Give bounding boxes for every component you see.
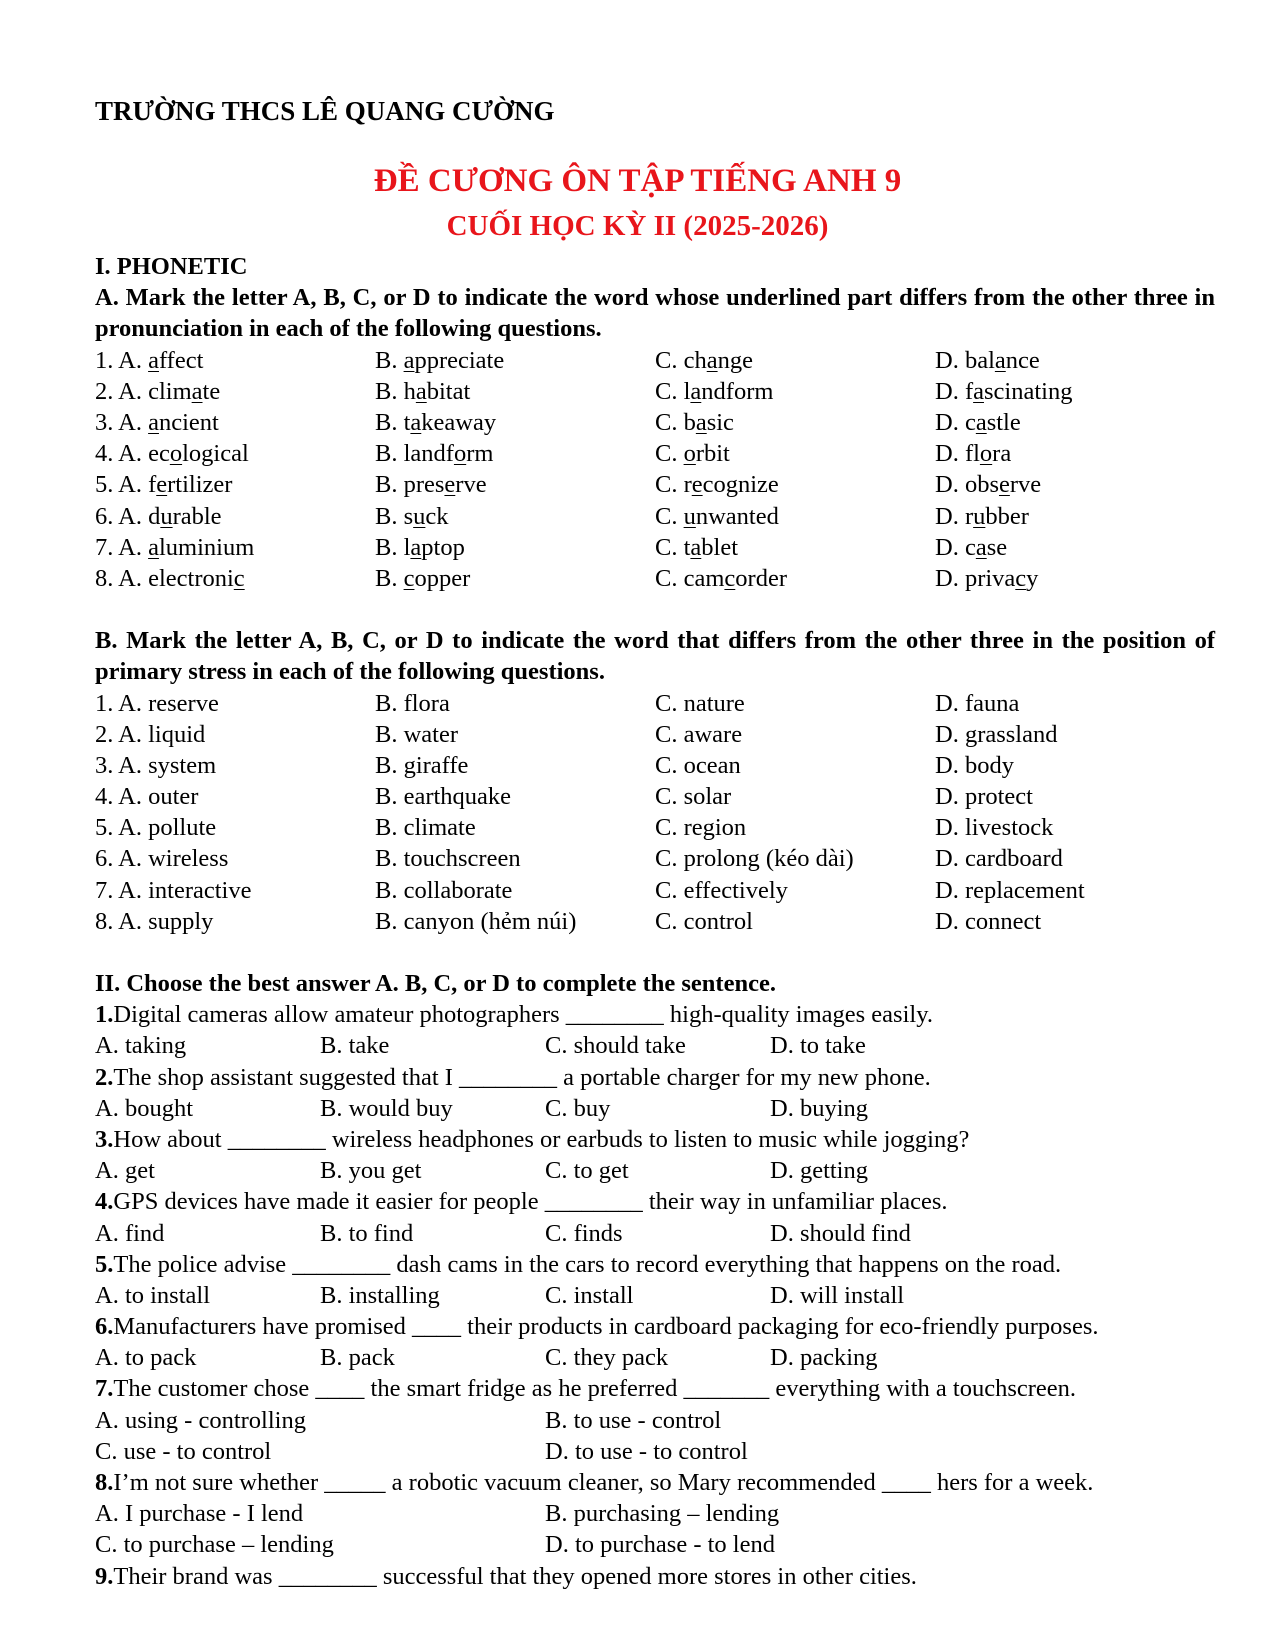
answer-option: B. to use - control [545,1406,722,1434]
answer-option: D. balance [935,346,1040,374]
answer-option: A. I purchase - I lend [95,1500,304,1528]
answer-option: D. fauna [935,689,1020,717]
answer-option: C. install [545,1281,634,1309]
answer-option: C. prolong (kéo dài) [655,845,854,873]
answer-option: D. fascinating [935,377,1073,405]
question-number: 7. [95,1375,114,1403]
answer-option: B. pack [320,1344,395,1372]
answer-option: D. will install [770,1281,905,1309]
question-row [95,906,1215,937]
document-title: ĐỀ CƯƠNG ÔN TẬP TIẾNG ANH 9 [373,163,902,199]
answer-option: B. landform [375,440,494,468]
question-stem [95,1311,1215,1342]
answer-option: B. laptop [375,533,465,561]
question-number: 8. [95,1469,114,1497]
question-stem [95,1062,1215,1093]
options-row [95,1218,1215,1249]
question-stem [95,1373,1215,1404]
question-row [95,875,1215,906]
question-stem [95,1561,1215,1592]
answer-option: C. control [655,907,753,935]
document-subtitle: CUỐI HỌC KỲ II (2025-2026) [446,210,829,242]
question-text: Manufacturers have promised ____ their products in cardboard packaging for eco-friendly purposes. [113,1313,1099,1341]
answer-option: B. canyon (hẻm núi) [375,907,577,935]
answer-option: B. appreciate [375,346,505,374]
answer-option: D. privacy [935,564,1039,592]
question-text: The shop assistant suggested that I ________ a portable charger for my new phone. [113,1063,931,1091]
school-name: TRƯỜNG THCS LÊ QUANG CƯỜNG [95,96,555,126]
question-number: 5. [95,1250,114,1278]
question-number: 9. [95,1562,114,1590]
answer-option: D. rubber [935,502,1029,530]
answer-option: C. recognize [655,471,779,499]
question-row [95,812,1215,843]
options-row [95,1529,1215,1560]
question-row [95,532,1215,563]
question-text: The customer chose ____ the smart fridge as he preferred _______ everything with a touchscreen. [113,1375,1077,1403]
answer-option: A. to pack [95,1344,197,1372]
answer-option: C. use - to control [95,1437,272,1465]
answer-option: C. basic [655,408,734,436]
answer-option: 1. A. reserve [95,689,219,717]
answer-option: 2. A. liquid [95,720,206,748]
answer-option: C. aware [655,720,743,748]
question-number: 6. [95,1313,114,1341]
answer-option: C. change [655,346,753,374]
answer-option: A. find [95,1219,165,1247]
answer-option: C. region [655,814,747,842]
answer-option: C. buy [545,1094,611,1122]
grammar-questions [95,999,1215,1592]
answer-option: B. collaborate [375,876,513,904]
answer-option: 3. A. system [95,751,217,779]
answer-option: A. taking [95,1032,187,1060]
answer-option: D. case [935,533,1008,561]
answer-option: 2. A. climate [95,377,221,405]
answer-option: C. to purchase – lending [95,1531,334,1559]
answer-option: D. flora [935,440,1012,468]
answer-option: B. to find [320,1219,414,1247]
options-row [95,1093,1215,1124]
answer-option: D. replacement [935,876,1085,904]
answer-option: B. touchscreen [375,845,521,873]
answer-option: 5. A. pollute [95,814,217,842]
section-heading-grammar: II. Choose the best answer A. B, C, or D to complete the sentence. [95,970,776,998]
part-b-questions [95,688,1215,938]
options-row [95,1155,1215,1186]
answer-option: A. to install [95,1281,211,1309]
answer-option: 1. A. affect [95,346,204,374]
options-row [95,1280,1215,1311]
answer-option: B. copper [375,564,471,592]
answer-option: B. you get [320,1157,422,1185]
answer-option: B. habitat [375,377,471,405]
answer-option: C. they pack [545,1344,669,1372]
question-number: 1. [95,1001,114,1029]
question-text: GPS devices have made it easier for people ________ their way in unfamiliar places. [113,1188,948,1216]
answer-option: B. would buy [320,1094,453,1122]
question-row [95,719,1215,750]
answer-option: D. to use - to control [545,1437,748,1465]
question-row [95,469,1215,500]
answer-option: C. nature [655,689,745,717]
answer-option: B. water [375,720,458,748]
answer-option: A. bought [95,1094,193,1122]
answer-option: C. camcorder [655,564,787,592]
answer-option: 6. A. wireless [95,845,229,873]
question-text: Their brand was ________ successful that they opened more stores in other cities. [113,1562,917,1590]
answer-option: D. cardboard [935,845,1063,873]
answer-option: D. to take [770,1032,866,1060]
question-row [95,688,1215,719]
answer-option: C. should take [545,1032,686,1060]
document-body [95,251,1215,1592]
question-row [95,843,1215,874]
answer-option: 6. A. durable [95,502,222,530]
answer-option: B. earthquake [375,783,512,811]
answer-option: 3. A. ancient [95,408,219,436]
answer-option: 8. A. electronic [95,564,245,592]
answer-option: 4. A. ecological [95,440,249,468]
answer-option: B. flora [375,689,450,717]
answer-option: C. unwanted [655,502,779,530]
question-stem [95,1124,1215,1155]
answer-option: C. landform [655,377,774,405]
question-text: The police advise ________ dash cams in the cars to record everything that happens on the road. [113,1250,1062,1278]
answer-option: B. suck [375,502,449,530]
answer-option: B. take [320,1032,390,1060]
question-row [95,781,1215,812]
question-number: 4. [95,1188,114,1216]
answer-option: D. getting [770,1157,868,1185]
question-text: I’m not sure whether _____ a robotic vacuum cleaner, so Mary recommended ____ hers for a week. [113,1469,1094,1497]
question-number: 3. [95,1125,114,1153]
answer-option: B. preserve [375,471,487,499]
question-number: 2. [95,1063,114,1091]
question-row [95,438,1215,469]
question-row [95,376,1215,407]
options-row [95,1436,1215,1467]
answer-option: C. orbit [655,440,730,468]
answer-option: C. tablet [655,533,739,561]
answer-option: D. body [935,751,1014,779]
answer-option: B. installing [320,1281,440,1309]
section-heading-phonetic: I. PHONETIC [95,253,248,280]
question-row [95,407,1215,438]
question-stem [95,999,1215,1030]
answer-option: A. using - controlling [95,1406,306,1434]
answer-option: 7. A. aluminium [95,533,255,561]
answer-option: D. castle [935,408,1021,436]
answer-option: D. to purchase - to lend [545,1531,775,1559]
options-row [95,1498,1215,1529]
options-row [95,1030,1215,1061]
answer-option: C. finds [545,1219,623,1247]
part-a-instruction: A. Mark the letter A, B, C, or D to indicate the word whose underlined part differs from the other three in pronunciation in each of the following questions. [95,284,1215,343]
answer-option: A. get [95,1157,155,1185]
answer-option: 5. A. fertilizer [95,471,233,499]
answer-option: D. protect [935,783,1033,811]
answer-option: B. giraffe [375,751,469,779]
answer-option: 8. A. supply [95,907,214,935]
answer-option: D. grassland [935,720,1058,748]
answer-option: 7. A. interactive [95,876,252,904]
answer-option: 4. A. outer [95,783,199,811]
answer-option: D. livestock [935,814,1054,842]
answer-option: C. ocean [655,751,741,779]
question-stem [95,1249,1215,1280]
question-row [95,750,1215,781]
answer-option: C. to get [545,1157,629,1185]
part-a-questions [95,345,1215,595]
question-row [95,345,1215,376]
answer-option: B. takeaway [375,408,497,436]
answer-option: C. effectively [655,876,788,904]
options-row [95,1405,1215,1436]
answer-option: D. buying [770,1094,868,1122]
question-stem [95,1467,1215,1498]
question-text: Digital cameras allow amateur photographers ________ high-quality images easily. [113,1001,933,1029]
question-row [95,563,1215,594]
answer-option: D. should find [770,1219,911,1247]
question-row [95,501,1215,532]
question-text: How about ________ wireless headphones or earbuds to listen to music while jogging? [113,1125,970,1153]
answer-option: D. observe [935,471,1042,499]
answer-option: C. solar [655,783,732,811]
answer-option: B. climate [375,814,476,842]
options-row [95,1342,1215,1373]
answer-option: B. purchasing – lending [545,1500,780,1528]
part-b-instruction: B. Mark the letter A, B, C, or D to indicate the word that differs from the other three in the position of primary stress in each of the following questions. [95,627,1215,686]
answer-option: D. packing [770,1344,878,1372]
answer-option: D. connect [935,907,1042,935]
question-stem [95,1186,1215,1217]
